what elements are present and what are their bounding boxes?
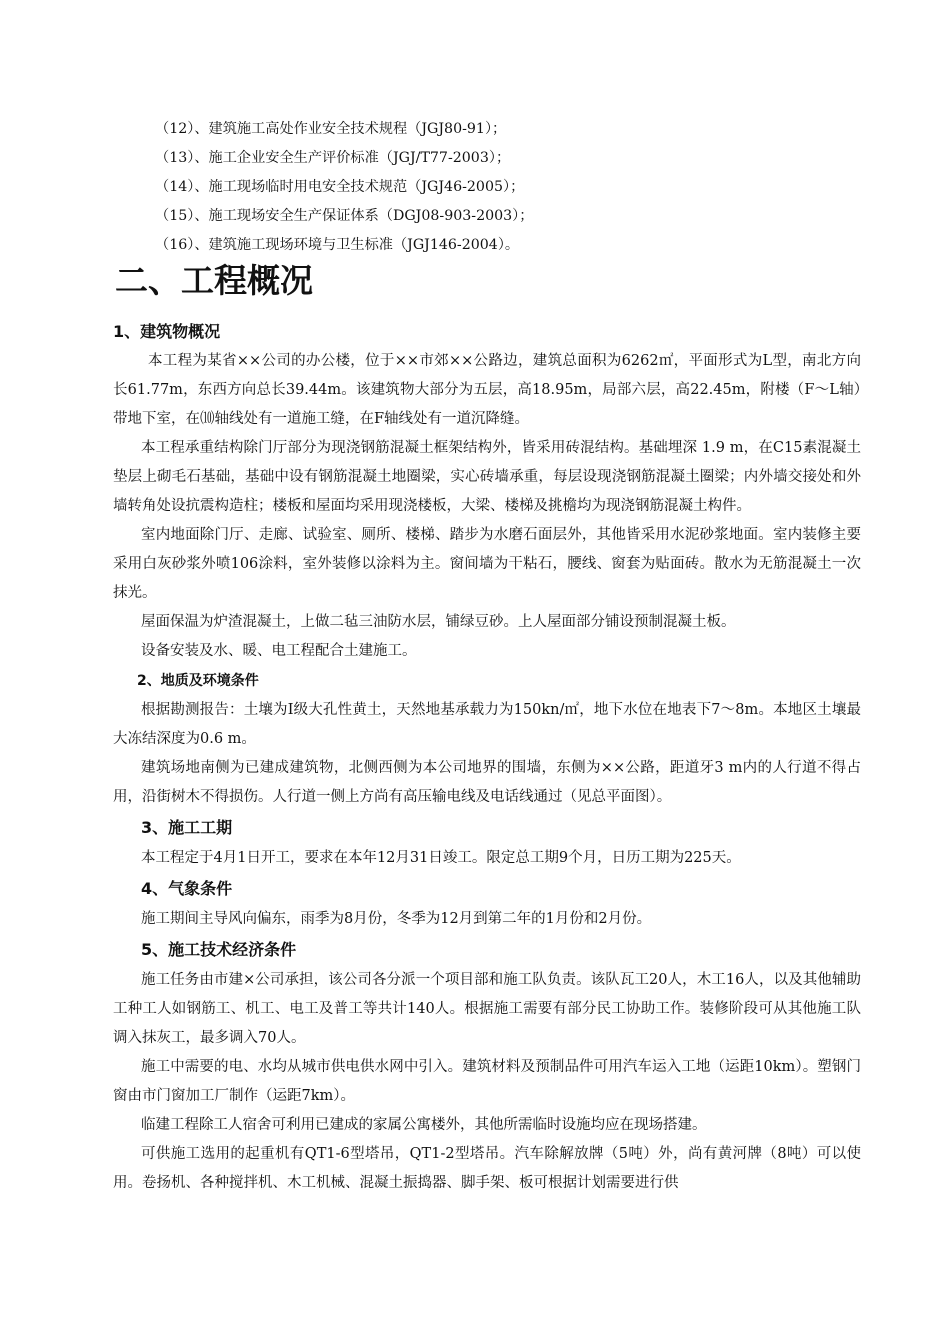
section-body: [113, 317, 861, 1198]
reference-item: （14）、施工现场临时用电安全技术规范（JGJ46-2005）；: [155, 179, 525, 195]
subsection-heading-economic: 5、施工技术经济条件: [141, 940, 297, 959]
paragraph: 施工中需要的电、水均从城市供电供水网中引入。建筑材料及预制品件可用汽车运入工地（运距10km）。塑钢门窗由市门窗加工厂制作（运距7km）。: [113, 1059, 861, 1104]
subsection-heading-weather: 4、气象条件: [141, 879, 233, 898]
reference-item: （13）、施工企业安全生产评价标准（JGJ/T77-2003）；: [155, 150, 511, 166]
paragraph: 屋面保温为炉渣混凝土，上做二毡三油防水层，铺绿豆砂。上人屋面部分铺设预制混凝土板。: [141, 614, 736, 630]
reference-item: （15）、施工现场安全生产保证体系（DGJ08-903-2003）；: [155, 208, 534, 224]
paragraph: 施工任务由市建×公司承担，该公司各分派一个项目部和施工队负责。该队瓦工20人，木工16人，以及其他辅助工种工人如钢筋工、机工、电工及普工等共计140人。根据施工需要有部分民工协助工作。装修阶段可从其他施工队调入抹灰工，最多调入70人。: [113, 972, 861, 1046]
reference-list: [155, 115, 855, 260]
reference-item: （16）、建筑施工现场环境与卫生标准（JGJ146-2004）。: [155, 237, 520, 253]
paragraph: 本工程承重结构除门厅部分为现浇钢筋混凝土框架结构外，皆采用砖混结构。基础埋深 1.9 m，在C15素混凝土垫层上砌毛石基础，基础中设有钢筋混凝土地圈梁，实心砖墙承重，每层设现浇钢筋混凝土圈梁；内外墙交接处和外墙转角处设抗震构造柱；楼板和屋面均采用现浇楼板，大梁、楼梯及挑檐均为现浇钢筋混凝土构件。: [113, 440, 861, 514]
paragraph: 建筑场地南侧为已建成建筑物，北侧西侧为本公司地界的围墙，东侧为××公路，距道牙3 m内的人行道不得占用，沿街树木不得损伤。人行道一侧上方尚有高压输电线及电话线通过（见总平面图）。: [113, 760, 861, 805]
subsection-heading-schedule: 3、施工工期: [141, 818, 233, 837]
paragraph: 根据勘测报告：土壤为Ⅰ级大孔性黄土，天然地基承载力为150kn/㎡，地下水位在地表下7～8m。本地区土壤最大冻结深度为0.6 m。: [113, 702, 861, 747]
paragraph: 本工程为某省××公司的办公楼，位于××市郊××公路边，建筑总面积为6262㎡，平面形式为L型，南北方向长61.77m，东西方向总长39.44m。该建筑物大部分为五层，高18.95m，局部六层，高22.45m，附楼（F～L轴）带地下室，在⑽轴线处有一道施工缝，在F轴线处有一道沉降缝。: [113, 353, 861, 427]
section-title: 二、工程概况: [115, 261, 313, 300]
paragraph: 本工程定于4月1日开工，要求在本年12月31日竣工。限定总工期9个月，日历工期为225天。: [141, 850, 741, 866]
paragraph: 临建工程除工人宿舍可利用已建成的家属公寓楼外，其他所需临时设施均应在现场搭建。: [141, 1117, 707, 1133]
paragraph: 室内地面除门厅、走廊、试验室、厕所、楼梯、踏步为水磨石面层外，其他皆采用水泥砂浆地面。室内装修主要采用白灰砂浆外喷106涂料，室外装修以涂料为主。窗间墙为干粘石，腰线、窗套为贴面砖。散水为无筋混凝土一次抹光。: [113, 527, 861, 601]
paragraph: 施工期间主导风向偏东，雨季为8月份，冬季为12月到第二年的1月份和2月份。: [141, 911, 652, 927]
reference-item: （12）、建筑施工高处作业安全技术规程（JGJ80-91）；: [155, 121, 507, 137]
paragraph: 可供施工选用的起重机有QT1-6型塔吊，QT1-2型塔吊。汽车除解放牌（5吨）外，尚有黄河牌（8吨）可以使用。卷扬机、各种搅拌机、木工机械、混凝土振捣器、脚手架、板可根据计划需要进行供: [113, 1146, 861, 1191]
subsection-heading-geology: 2、地质及环境条件: [137, 673, 259, 689]
paragraph: 设备安装及水、暖、电工程配合土建施工。: [141, 643, 417, 659]
subsection-heading-building: 1、建筑物概况: [113, 322, 221, 341]
